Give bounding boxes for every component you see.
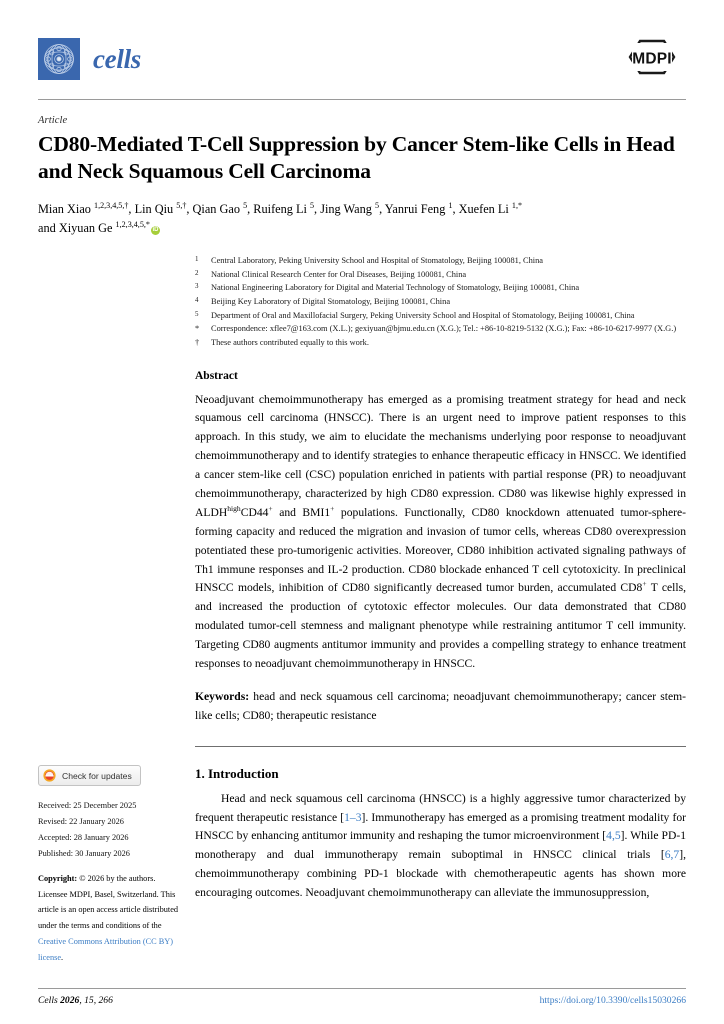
abstract-heading: Abstract: [195, 369, 238, 382]
author-affil-marks: 5,†: [176, 201, 187, 211]
doi-link[interactable]: https://doi.org/10.3390/cells15030266: [539, 995, 686, 1006]
author-name: Yanrui Feng: [384, 202, 446, 217]
affiliation-item: [195, 322, 686, 336]
received-date: Received: 25 December 2025: [38, 801, 137, 811]
introduction-paragraph: [195, 790, 686, 903]
author-name: Qian Gao: [192, 202, 241, 217]
equal-contribution-text: These authors contributed equally to this work.: [211, 337, 369, 347]
affiliations-list: [195, 254, 686, 349]
footer-volume-page: , 15, 266: [79, 995, 113, 1006]
introduction-heading: 1. Introduction: [195, 765, 279, 781]
correspondence-text: Correspondence: xflee7@163.com (X.L.); gexiyuan@bjmu.edu.cn (X.G.); Tel.: +86-10-8219-5132 (X.G.); Fax: +86-10-6217-9977 (X.G.): [211, 324, 677, 334]
cells-logo-icon: [38, 38, 80, 80]
revised-date: Revised: 22 January 2026: [38, 817, 124, 827]
affiliation-text: National Clinical Research Center for Oral Diseases, Beijing 100081, China: [211, 269, 467, 279]
copyright-label: Copyright:: [38, 873, 78, 883]
section-divider: [195, 746, 686, 747]
affiliation-text: Department of Oral and Maxillofacial Surgery, Peking University School and Hospital of Stomatology, Beijing 100081, China: [211, 310, 635, 320]
citation-link[interactable]: 4,5: [606, 829, 621, 843]
journal-brand: [38, 38, 141, 80]
affiliation-marker: 5: [195, 309, 199, 318]
author-name: Jing Wang: [320, 202, 372, 217]
keywords-label: Keywords:: [195, 689, 250, 703]
paragraph-segment: ], chemoimmunotherapy combining PD-1 blockade with chemotherapeutic agents has shown more encouraging outcomes. Neoadjuvant chemoimmunotherapy can alleviate the immunosuppression,: [195, 848, 686, 900]
page-footer: [38, 988, 686, 1006]
affiliation-marker: 4: [195, 296, 199, 305]
footer-year: 2026: [60, 995, 80, 1006]
author-name: Xiyuan Ge: [58, 221, 113, 236]
accepted-date: Accepted: 28 January 2026: [38, 833, 129, 843]
main-column: [195, 254, 686, 903]
abstract-segment: CD44: [240, 505, 269, 519]
copyright-text: © 2026 by the authors. Licensee MDPI, Basel, Switzerland. This article is an open access article distributed under the terms and conditions of the: [38, 873, 179, 931]
footer-citation: [38, 995, 113, 1006]
orcid-icon[interactable]: iD: [152, 227, 159, 234]
page-title: CD80-Mediated T-Cell Suppression by Cancer Stem-like Cells in Head and Neck Squamous Cell Carcinoma: [38, 132, 675, 184]
check-for-updates-label: Check for updates: [62, 770, 132, 781]
affiliation-marker: 2: [195, 268, 199, 277]
footer-journal: Cells: [38, 995, 61, 1006]
paragraph-segment: ]. Immunotherapy has emerged as a promising treatment modality for HNSCC by enhancing antitumor immunity and reshaping the tumor microenvironment [: [195, 810, 686, 843]
author-list: Mian Xiao $^{1,2,3,4,5,\dagger}$, Lin Qiu $^{5,\dagger}$, Qian Gao $^5$, Ruifeng Li $^5$, Jing Wang $^5$, Yanrui Feng $^1$, Xuefen Li $^{1,*}$ and Xiyuan Ge $^{1,2,3,4,5,*}$iD: [38, 201, 523, 236]
author-affil-marks: 5: [310, 201, 315, 211]
affiliation-marker: 1: [195, 255, 199, 264]
affiliation-item: [195, 281, 686, 295]
affiliation-item: [195, 254, 686, 268]
citation-link[interactable]: 1–3: [344, 810, 362, 824]
abstract-segment: populations. Functionally, CD80 knockdown attenuated tumor-sphere-forming capacity and reduced the migration and invasion of tumor cells, whereas CD80 overexpression potentiated these pro-tumorigenic activities. Moreover, CD80 inhibition activated signaling pathways of Th1 immune responses and IL-2 production. CD80 blockade enhanced T cell cytotoxicity. In preclinical HNSCC models, inhibition of CD80 significantly decreased tumor burden, accumulated CD8: [195, 505, 686, 595]
keywords-line: [195, 688, 686, 726]
author-affil-marks: 1: [448, 201, 453, 211]
license-link[interactable]: Creative Commons Attribution (CC BY) license: [38, 936, 174, 962]
citation-link[interactable]: 6,7: [664, 848, 680, 862]
correspondence-marker: *: [195, 324, 200, 334]
abstract-superscript: +: [268, 504, 273, 513]
affiliation-text: National Engineering Laboratory for Digital and Material Technology of Stomatology, Beijing 100081, China: [211, 283, 580, 293]
masthead: [38, 0, 686, 90]
author-affil-marks: 1,2,3,4,5,†: [94, 201, 129, 211]
affiliation-item: [195, 336, 686, 350]
author-affil-marks: 1,2,3,4,5,*: [115, 220, 150, 230]
author-name: Xuefen Li: [458, 202, 509, 217]
license-tail: .: [61, 952, 64, 962]
affiliation-text: Central Laboratory, Peking University School and Hospital of Stomatology, Beijing 100081, China: [211, 256, 544, 266]
affiliation-text: Beijing Key Laboratory of Digital Stomatology, Beijing 100081, China: [211, 297, 451, 307]
paragraph-segment: Head and neck squamous cell carcinoma (HNSCC) is a highly aggressive tumor characterized by frequent therapeutic resistance [: [195, 791, 686, 824]
author-affil-marks: 1,*: [511, 201, 523, 211]
affiliation-marker: 3: [195, 282, 199, 291]
article-metadata-sidebar: [38, 765, 186, 965]
article-type-label: Article: [38, 115, 68, 126]
publication-dates: [38, 798, 186, 862]
svg-text:MDPI: MDPI: [632, 50, 672, 67]
affiliation-item: [195, 309, 686, 323]
author-name: Mian Xiao: [38, 202, 91, 217]
header-divider: [38, 99, 686, 100]
abstract-segment: Neoadjuvant chemoimmunotherapy has emerged as a promising treatment strategy for head and neck squamous cell carcinoma (HNSCC). There is an urgent need to improve patient responses to this approach. In this study, we aim to elucidate the mechanisms underlying poor response to neoadjuvant chemoimmunotherapy and to identify strategies to enhance therapeutic efficacy in HNSCC. We identified a cancer stem-like cell (CSC) population enriched in patients with partial response (PR) to neoadjuvant chemoimmunotherapy, characterized by high CD80 expression. CD80 was likewise highly expressed in ALDH: [195, 392, 686, 519]
published-date: Published: 30 January 2026: [38, 849, 130, 859]
abstract-superscript: high: [227, 504, 241, 513]
check-for-updates-button[interactable]: [38, 765, 141, 786]
paragraph-segment: ]. While PD-1 monotherapy and dual immunotherapy remain suboptimal in HNSCC clinical trials [: [195, 829, 686, 862]
author-name: Ruifeng Li: [253, 202, 307, 217]
copyright-notice: [38, 871, 186, 966]
body-area: [38, 254, 686, 962]
affiliation-item: [195, 295, 686, 309]
abstract-superscript: +: [642, 579, 647, 589]
mdpi-logo-icon: [618, 35, 686, 84]
keywords-value: head and neck squamous cell carcinoma; neoadjuvant chemoimmunotherapy; cancer stem-like cells; CD80; therapeutic resistance: [195, 689, 686, 722]
author-name: Lin Qiu: [134, 202, 174, 217]
author-affil-marks: 5: [375, 201, 380, 211]
crossmark-icon: [43, 769, 56, 782]
equal-contribution-marker: †: [195, 337, 200, 347]
abstract-body: [195, 391, 686, 674]
affiliation-item: [195, 268, 686, 282]
abstract-segment: T cells, and increased the production of cytotoxic effector molecules. Our data demonstrated that CD80 modulated tumor-cell stemness and malignant phenotype while restraining antitumor T cell immunity. Targeting CD80 augments antitumor immunity and provides a compelling strategy to enhance treatment responses to neoadjuvant chemoimmunotherapy in HNSCC.: [195, 581, 686, 670]
author-affil-marks: 5: [243, 201, 248, 211]
journal-title: cells: [93, 43, 141, 74]
abstract-superscript: +: [330, 504, 335, 513]
abstract-segment: and BMI1: [272, 505, 331, 519]
